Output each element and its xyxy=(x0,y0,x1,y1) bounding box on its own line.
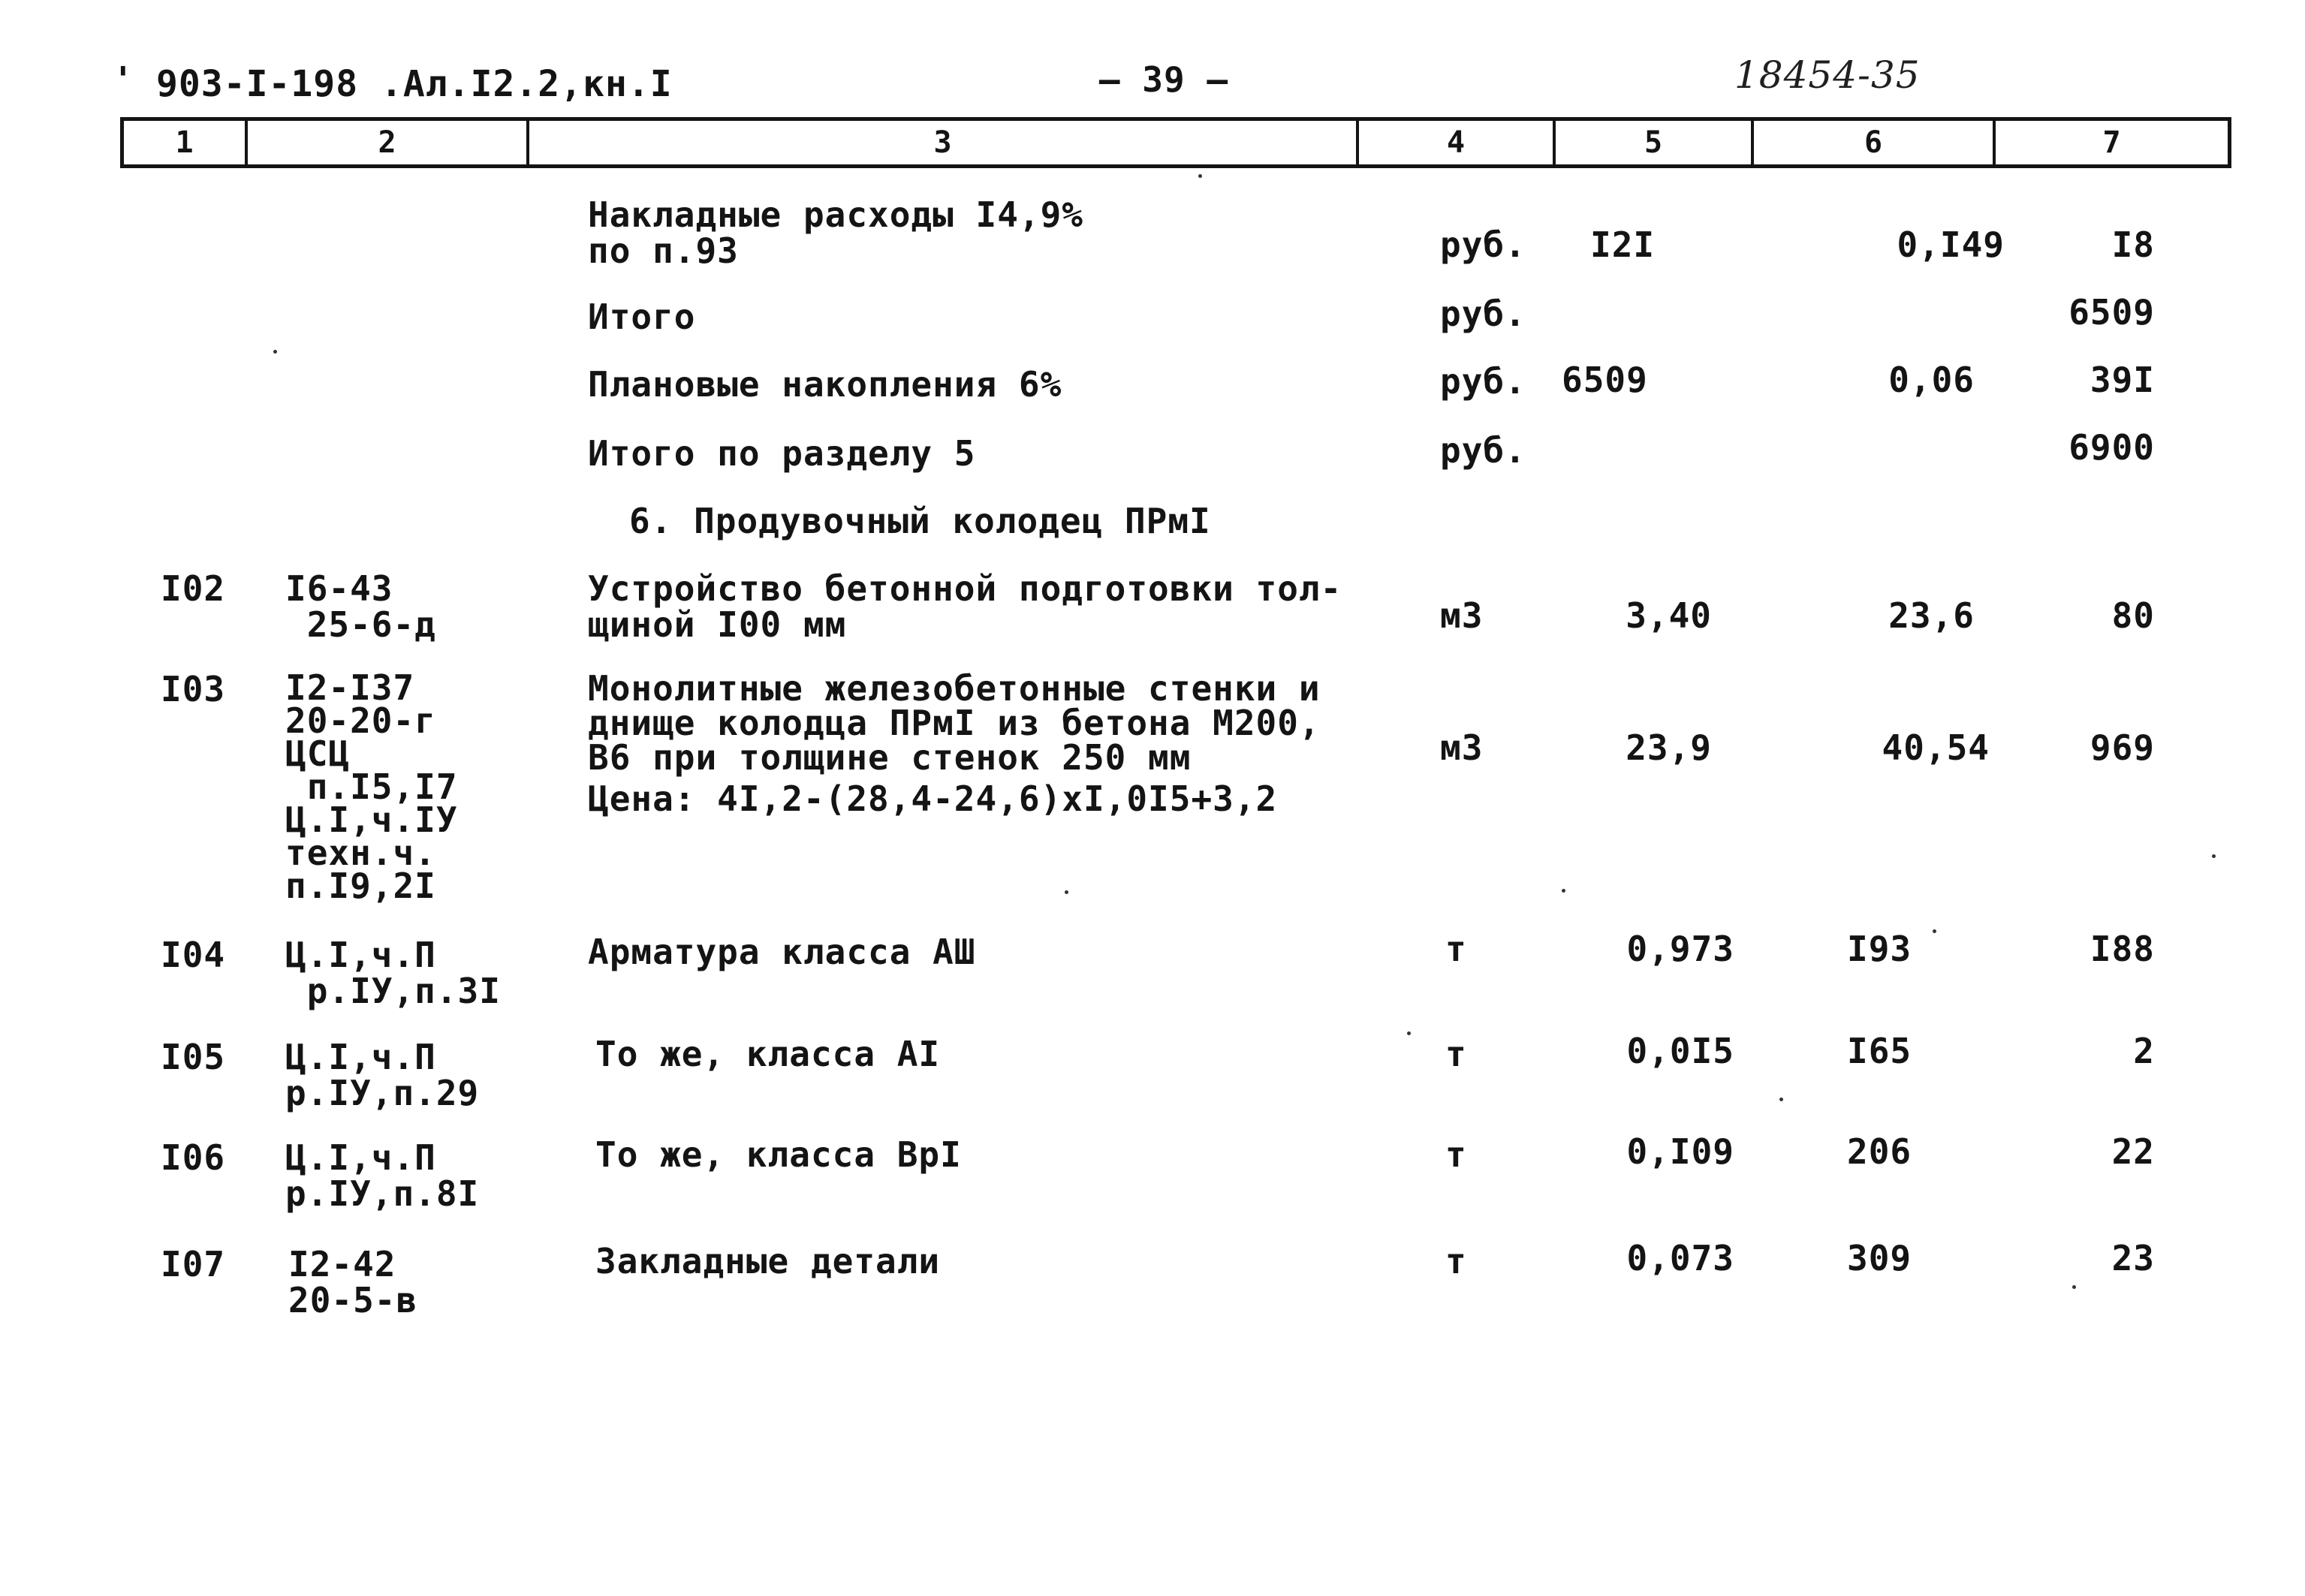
row-quantity: I2I xyxy=(1590,224,1656,265)
row-total: 39I xyxy=(2090,360,2155,400)
column-header: 3 xyxy=(529,121,1359,164)
column-header: 5 xyxy=(1556,121,1754,164)
row-unit: т xyxy=(1445,1034,1467,1074)
scan-speck xyxy=(1198,174,1202,178)
archive-number: 18454-35 xyxy=(1734,53,1921,97)
row-price: 23,6 xyxy=(1888,595,1975,636)
row-total: 6509 xyxy=(2068,292,2155,333)
row-description: То же, класса ВрI xyxy=(595,1134,962,1175)
column-header: 1 xyxy=(124,121,248,164)
scan-speck xyxy=(2072,1285,2076,1289)
column-header-table xyxy=(120,117,2231,168)
row-total: 969 xyxy=(2090,727,2155,768)
row-unit: руб. xyxy=(1440,224,1526,265)
column-header: 7 xyxy=(2102,125,2121,160)
row-unit: т xyxy=(1445,1241,1467,1281)
scan-speck xyxy=(1562,889,1565,893)
row-quantity: 3,40 xyxy=(1626,595,1712,636)
row-number: I03 xyxy=(161,669,226,709)
row-number: I04 xyxy=(161,935,226,975)
row-total: I8 xyxy=(2111,224,2155,265)
price-formula: Цена: 4I,2-(28,4-24,6)хI,0I5+3,2 xyxy=(588,778,1278,819)
section-title: 6. Продувочный колодец ПРмI xyxy=(629,501,1211,541)
row-total: 22 xyxy=(2111,1131,2155,1172)
row-quantity: 0,973 xyxy=(1626,929,1734,969)
row-quantity: 23,9 xyxy=(1626,727,1712,768)
row-code: I2-I37 20-20-г ЦСЦ п.I5,I7 Ц.I,ч.IУ техн.ч. п.I9,2I xyxy=(285,667,458,906)
scan-speck xyxy=(1933,929,1936,933)
row-number: I05 xyxy=(161,1037,226,1077)
row-description: Закладные детали xyxy=(595,1241,941,1281)
tick-mark: ' xyxy=(113,59,134,100)
row-number: I07 xyxy=(161,1244,226,1284)
row-unit: руб. xyxy=(1440,430,1526,471)
scan-speck xyxy=(2212,854,2216,858)
row-total: 80 xyxy=(2111,595,2155,636)
row-price: I65 xyxy=(1847,1031,1912,1071)
row-price: 206 xyxy=(1847,1131,1912,1172)
scan-speck xyxy=(1407,1031,1411,1035)
row-quantity: 0,0I5 xyxy=(1626,1031,1734,1071)
row-total: 2 xyxy=(2133,1031,2155,1071)
row-unit: руб. xyxy=(1440,361,1526,402)
row-unit: т xyxy=(1445,1134,1467,1175)
column-header: 2 xyxy=(248,121,529,164)
row-quantity: 0,073 xyxy=(1626,1238,1734,1278)
row-number: I06 xyxy=(161,1137,226,1178)
row-number: I02 xyxy=(161,568,226,609)
document-code: 903-I-198 .Ал.I2.2,кн.I xyxy=(156,63,673,105)
page-number: — 39 — xyxy=(1098,59,1229,100)
row-price: 40,54 xyxy=(1882,727,1990,768)
row-price: I93 xyxy=(1847,929,1912,969)
row-description: Устройство бетонной подготовки тол- щиной I00 мм xyxy=(588,568,1342,645)
row-description: Монолитные железобетонные стенки и днище колодца ПРмI из бетона М200, В6 при толщине стенок 250 мм xyxy=(588,668,1321,778)
row-price: 309 xyxy=(1847,1238,1912,1278)
row-quantity: 6509 xyxy=(1562,360,1648,400)
row-total: 6900 xyxy=(2068,427,2155,468)
scan-speck xyxy=(1779,1098,1783,1101)
scan-speck xyxy=(1065,890,1068,894)
row-description: То же, класса АI xyxy=(595,1034,941,1074)
row-price: 0,06 xyxy=(1888,360,1975,400)
row-description: Арматура класса АШ xyxy=(588,932,976,972)
row-price: 0,I49 xyxy=(1897,224,2005,265)
row-code: I2-42 20-5-в xyxy=(288,1244,418,1320)
row-unit: т xyxy=(1445,929,1467,969)
row-total: 23 xyxy=(2111,1238,2155,1278)
row-code: Ц.I,ч.П р.IУ,п.29 xyxy=(285,1037,480,1113)
row-description: Итого xyxy=(588,297,696,337)
row-description: Плановые накопления 6% xyxy=(588,364,1062,405)
row-description: Накладные расходы I4,9% по п.93 xyxy=(588,194,1083,271)
column-header: 6 xyxy=(1754,121,1996,164)
scan-speck xyxy=(273,350,277,354)
row-code: Ц.I,ч.П р.IУ,п.3I xyxy=(285,935,501,1011)
column-header: 4 xyxy=(1359,121,1556,164)
row-unit: м3 xyxy=(1440,595,1484,636)
row-code: I6-43 25-6-д xyxy=(285,568,436,645)
row-description: Итого по разделу 5 xyxy=(588,433,976,474)
row-code: Ц.I,ч.П р.IУ,п.8I xyxy=(285,1137,480,1214)
row-total: I88 xyxy=(2090,929,2155,969)
row-quantity: 0,I09 xyxy=(1626,1131,1734,1172)
row-unit: руб. xyxy=(1440,294,1526,334)
row-unit: м3 xyxy=(1440,727,1484,768)
